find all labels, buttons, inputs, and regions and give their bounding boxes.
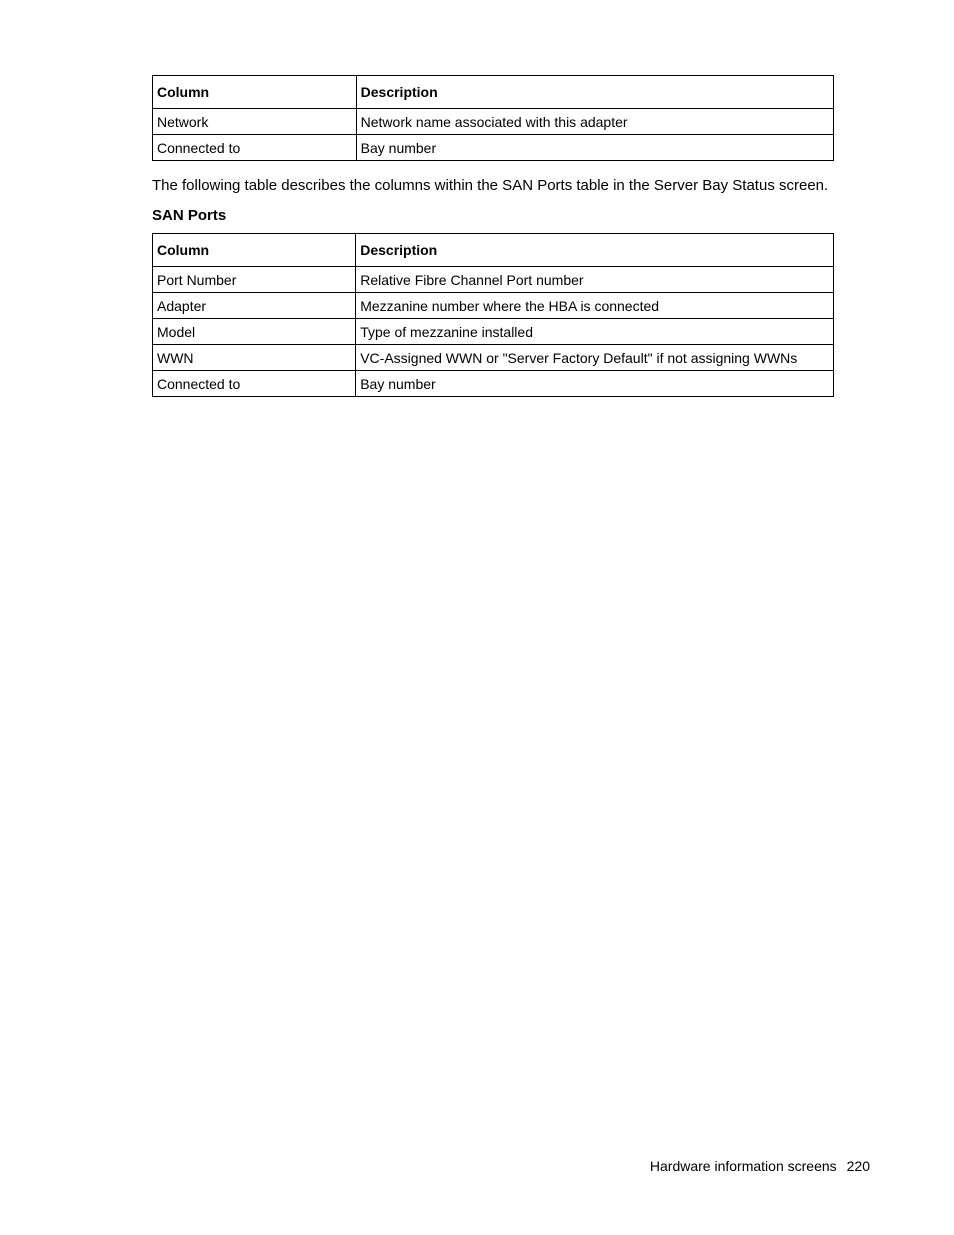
- column-header: Column: [153, 234, 356, 267]
- table-cell: Type of mezzanine installed: [356, 319, 834, 345]
- table-header-row: [153, 76, 834, 109]
- table-cell: Model: [153, 319, 356, 345]
- table-row: [153, 109, 834, 135]
- table-row: [153, 293, 834, 319]
- intro-paragraph: The following table describes the columns within the SAN Ports table in the Server Bay Status screen.: [152, 177, 829, 194]
- table-cell: Connected to: [153, 135, 357, 161]
- table-cell: Adapter: [153, 293, 356, 319]
- table-row: [153, 135, 834, 161]
- table-cell: Bay number: [356, 371, 834, 397]
- description-header: Description: [356, 234, 834, 267]
- table-cell: Relative Fibre Channel Port number: [356, 267, 834, 293]
- footer-section-title: Hardware information screens: [649, 1158, 837, 1174]
- san-ports-title: SAN Ports: [152, 207, 227, 224]
- network-ports-table: [152, 75, 834, 161]
- table-cell: Network name associated with this adapter: [356, 109, 833, 135]
- table-cell: Bay number: [356, 135, 833, 161]
- column-header: Column: [153, 76, 357, 109]
- table-cell: WWN: [153, 345, 356, 371]
- table-cell: Connected to: [153, 371, 356, 397]
- table-cell: Network: [153, 109, 357, 135]
- page-footer: [650, 1158, 870, 1174]
- table-header-row: [153, 234, 834, 267]
- table-cell: Port Number: [153, 267, 356, 293]
- table-cell: VC-Assigned WWN or "Server Factory Default" if not assigning WWNs: [356, 345, 834, 371]
- table-row: [153, 319, 834, 345]
- page-number: 220: [846, 1158, 870, 1174]
- table-row: [153, 345, 834, 371]
- table-row: [153, 267, 834, 293]
- san-ports-table: [152, 233, 834, 397]
- description-header: Description: [356, 76, 833, 109]
- table-cell: Mezzanine number where the HBA is connected: [356, 293, 834, 319]
- table-row: [153, 371, 834, 397]
